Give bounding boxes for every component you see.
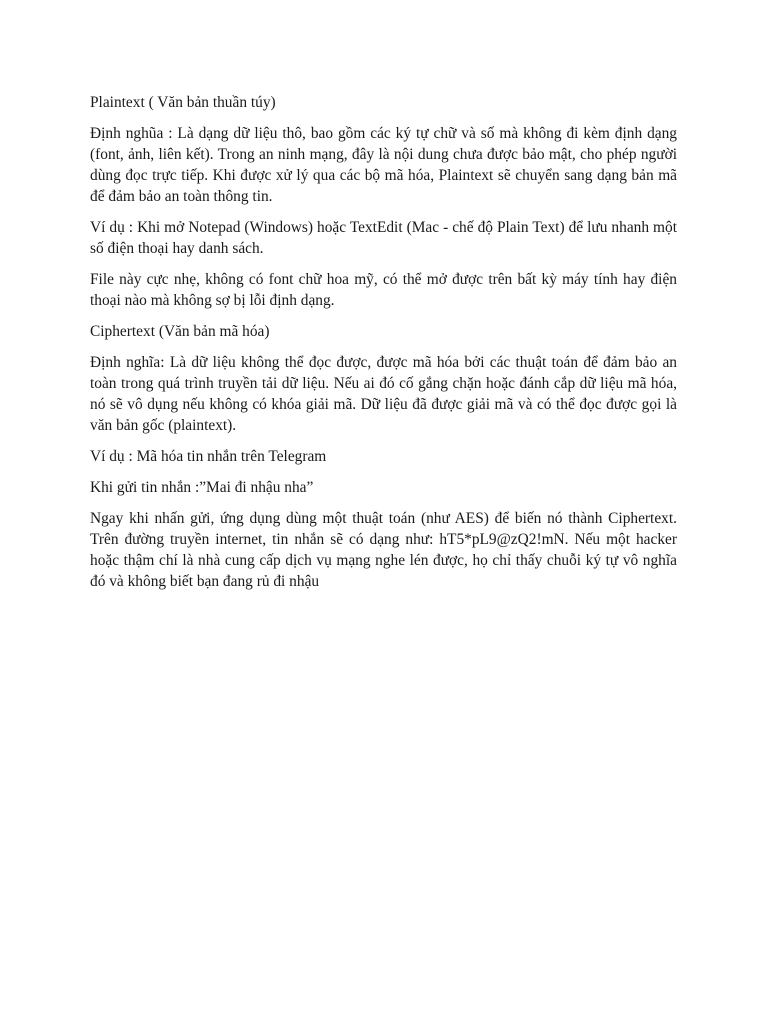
ciphertext-heading: Ciphertext (Văn bản mã hóa) xyxy=(90,323,270,340)
ciphertext-explanation: Ngay khi nhấn gửi, ứng dụng dùng một thuật toán (như AES) để biến nó thành Ciphertext. Trên đường truyền internet, tin nhắn sẽ có dạng như: hT5*pL9@zQ2!mN. Nếu một hacker hoặc thậm chí là nhà cung cấp dịch vụ mạng nghe lén được, họ chỉ thấy chuỗi ký tự vô nghĩa đó và không biết bạn đang rủ đi nhậu xyxy=(90,510,677,590)
plaintext-heading: Plaintext ( Văn bản thuần túy) xyxy=(90,94,276,111)
plaintext-definition: Định nghũa : Là dạng dữ liệu thô, bao gồm các ký tự chữ và số mà không đi kèm định dạng (font, ảnh, liên kết). Trong an ninh mạng, đây là nội dung chưa được bảo mật, cho phép người dùng đọc trực tiếp. Khi được xử lý qua các bộ mã hóa, Plaintext sẽ chuyển sang dạng bản mã để đảm bảo an toàn thông tin. xyxy=(90,125,677,205)
ciphertext-definition: Định nghĩa: Là dữ liệu không thể đọc được, được mã hóa bởi các thuật toán để đảm bảo an toàn trong quá trình truyền tải dữ liệu. Nếu ai đó cố gắng chặn hoặc đánh cắp dữ liệu mã hóa, nó sẽ vô dụng nếu không có khóa giải mã. Dữ liệu đã được giải mã và có thể đọc được gọi là văn bản gốc (plaintext). xyxy=(90,354,677,434)
plaintext-example: Ví dụ : Khi mở Notepad (Windows) hoặc TextEdit (Mac - chế độ Plain Text) để lưu nhanh một số điện thoại hay danh sách. xyxy=(90,219,677,257)
document-body xyxy=(90,92,677,602)
plaintext-note: File này cực nhẹ, không có font chữ hoa mỹ, có thể mở được trên bất kỳ máy tính hay điện thoại nào mà không sợ bị lỗi định dạng. xyxy=(90,271,677,309)
ciphertext-example: Ví dụ : Mã hóa tin nhắn trên Telegram xyxy=(90,448,327,465)
ciphertext-message: Khi gửi tin nhắn :”Mai đi nhậu nha” xyxy=(90,479,314,496)
